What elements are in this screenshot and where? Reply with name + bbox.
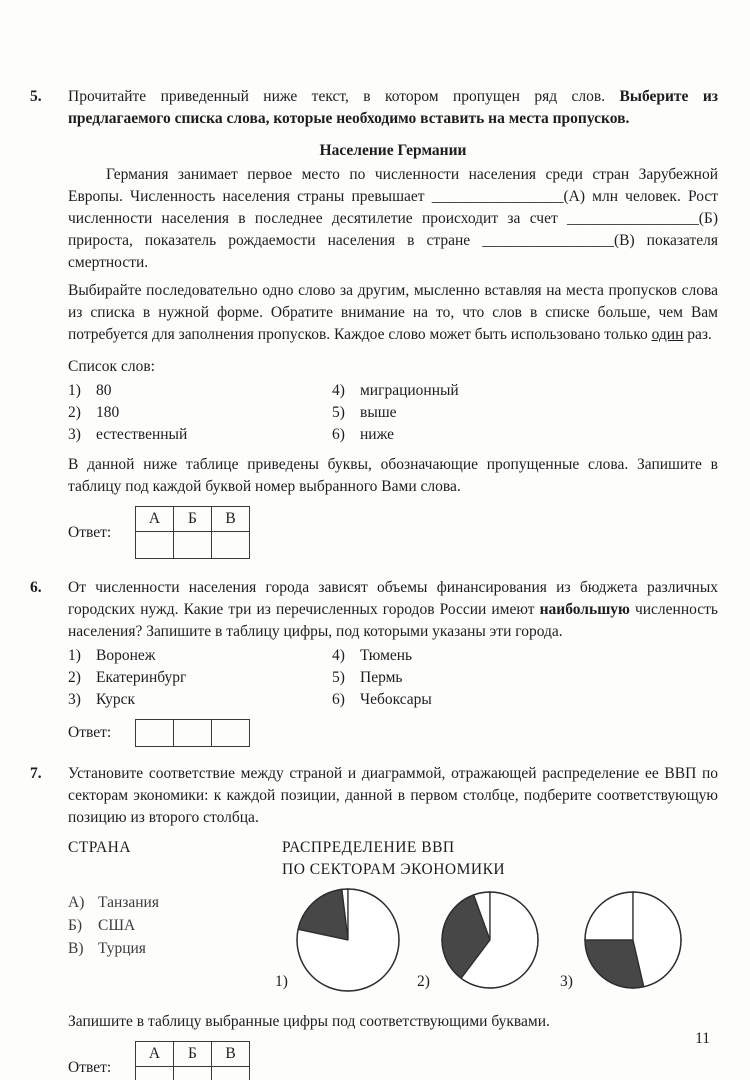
answer-header-b: Б: [174, 1042, 212, 1067]
country-option-a: [68, 891, 159, 914]
chart-column-header: [282, 837, 505, 881]
answer-table-header-row: [136, 507, 250, 532]
answer-cell: [136, 720, 174, 747]
word-text: миграционный: [360, 382, 459, 399]
instruction-end: раз.: [683, 326, 712, 343]
city-item-4: [332, 645, 662, 667]
word-text: естественный: [96, 426, 188, 443]
city-text: Тюмень: [360, 647, 413, 664]
city-num: 4): [332, 647, 345, 664]
question-5-intro-bold: Выберите из предлагаемого списка слова, которые необходимо вставить на места пропусков.: [68, 88, 718, 127]
country-column-header: СТРАНА: [68, 839, 132, 856]
answer-cell: [174, 1067, 212, 1080]
question-7-number: 7.: [30, 765, 42, 782]
city-num: 3): [68, 691, 81, 708]
word-num: 6): [332, 426, 345, 443]
country-letter: Б): [68, 917, 83, 934]
chart-header-line1: РАСПРЕДЕЛЕНИЕ ВВП: [282, 839, 455, 856]
answer-cell: [136, 1067, 174, 1080]
city-item-1: [68, 645, 332, 667]
pie-3-block: [560, 885, 688, 995]
answer-label: Ответ:: [68, 1058, 112, 1076]
answer-table-q5: [135, 506, 250, 559]
city-list: [68, 645, 718, 711]
diagram-row: [68, 885, 718, 1007]
answer-cell: [212, 720, 250, 747]
answer-table-q6: [135, 719, 250, 747]
answer-label: Ответ:: [68, 724, 112, 741]
answer-cell: [212, 1067, 250, 1080]
question-5-intro: [68, 86, 718, 130]
city-num: 5): [332, 669, 345, 686]
pie-2-label: 2): [417, 973, 430, 990]
city-text: Чебоксары: [360, 691, 432, 708]
city-text: Курск: [96, 691, 136, 708]
word-item-1: [68, 380, 332, 402]
question-7: [30, 763, 718, 1080]
word-text: 180: [96, 404, 120, 421]
pie-3-label: 3): [560, 973, 573, 990]
word-item-3: [68, 424, 332, 446]
question-6-text-bold: наибольшую: [539, 601, 630, 618]
pie-chart-3: [578, 885, 688, 995]
matching-headers: [68, 837, 718, 883]
question-5: [30, 86, 718, 559]
pie-1-block: [275, 885, 403, 995]
chart-header-line2: ПО СЕКТОРАМ ЭКОНОМИКИ: [282, 861, 506, 878]
instruction-underlined-word: один: [651, 326, 684, 343]
answer-table-blank-row: [136, 1067, 250, 1080]
question-5-number: 5.: [30, 88, 42, 105]
question-5-instruction: [68, 280, 718, 346]
answer-table-blank-row: [136, 720, 250, 747]
answer-header-a: А: [136, 507, 174, 532]
city-item-6: [332, 689, 662, 711]
pie-chart-2: [435, 885, 545, 995]
city-item-3: [68, 689, 332, 711]
question-7-answer: [68, 1041, 718, 1080]
pie-chart-1: [293, 885, 403, 995]
pie-1-label: 1): [275, 973, 288, 990]
page-number: 11: [695, 1030, 710, 1047]
country-letter: А): [68, 894, 85, 911]
city-item-2: [68, 667, 332, 689]
question-7-text: Установите соответствие между страной и диаграммой, отражающей распределение ее ВВП по секторам экономики: к каждой позиции, данной в первом столбце, подберите соответствующую позицию из второго столбца.: [68, 765, 718, 826]
city-item-5: [332, 667, 662, 689]
city-num: 2): [68, 669, 81, 686]
answer-cell: [212, 532, 250, 559]
question-6-text-start: От численности населения города зависят объемы финансирования из бюджета различных городских нужд. Какие три из перечисленных городов России имеют: [68, 579, 718, 618]
question-6-number: 6.: [30, 579, 42, 596]
country-name: Турция: [98, 940, 146, 957]
word-item-5: [332, 402, 662, 424]
passage-title: Население Германии: [319, 142, 467, 159]
answer-table-header-row: [136, 1042, 250, 1067]
word-num: 2): [68, 404, 81, 421]
answer-label: Ответ:: [68, 523, 112, 541]
city-num: 6): [332, 691, 345, 708]
question-6-text: [68, 577, 718, 643]
word-item-2: [68, 402, 332, 424]
city-num: 1): [68, 647, 81, 664]
city-text: Воронеж: [96, 647, 156, 664]
question-5-answer: [68, 506, 718, 559]
word-num: 1): [68, 382, 81, 399]
answer-cell: [136, 532, 174, 559]
answer-header-b: Б: [174, 507, 212, 532]
question-7-note: Запишите в таблицу выбранные цифры под соответствующими буквами.: [68, 1013, 550, 1030]
instruction-start: Выбирайте последовательно одно слово за другим, мысленно вставляя на места пропусков слова из списка в нужной форме. Обратите внимание на то, что слов в списке больше, чем Вам потребуется для заполнения пропусков. Каждое слово может быть использовано только: [68, 282, 718, 343]
answer-table-q7: [135, 1041, 250, 1080]
word-num: 4): [332, 382, 345, 399]
country-option-b: [68, 914, 159, 937]
word-text: выше: [360, 404, 397, 421]
question-6-text-end: численность населения? Запишите в таблицу цифры, под которыми указаны эти города.: [68, 601, 718, 640]
answer-table-blank-row: [136, 532, 250, 559]
answer-header-a: А: [136, 1042, 174, 1067]
answer-header-v: В: [212, 1042, 250, 1067]
country-options: [68, 891, 159, 960]
answer-cell: [174, 532, 212, 559]
word-list: [68, 380, 718, 446]
answer-header-v: В: [212, 507, 250, 532]
question-5-table-note: В данной ниже таблице приведены буквы, обозначающие пропущенные слова. Запишите в таблицу под каждой буквой номер выбранного Вами слова.: [68, 456, 718, 495]
passage-text: Германия занимает первое место по численности населения среди стран Зарубежной Европы. Численность населения страны превышает _________________(А) млн человек. Рост численности населения в последнее десятилетие происходит за счет _________________(Б) прироста, показатель рождаемости населения в стране _________________(В) показателя смертности.: [68, 166, 718, 271]
word-text: ниже: [360, 426, 394, 443]
country-name: Танзания: [98, 894, 159, 911]
word-num: 5): [332, 404, 345, 421]
city-text: Пермь: [360, 669, 403, 686]
country-name: США: [98, 917, 136, 934]
word-item-6: [332, 424, 662, 446]
question-6: [30, 577, 718, 747]
word-item-4: [332, 380, 662, 402]
country-option-v: [68, 937, 159, 960]
pie-2-block: [417, 885, 545, 995]
question-5-intro-normal: Прочитайте приведенный ниже текст, в котором пропущен ряд слов.: [68, 88, 620, 105]
answer-cell: [174, 720, 212, 747]
word-text: 80: [96, 382, 112, 399]
city-text: Екатеринбург: [96, 669, 187, 686]
word-list-label: Список слов:: [68, 358, 155, 375]
question-6-answer: [68, 719, 718, 747]
word-num: 3): [68, 426, 81, 443]
country-letter: В): [68, 940, 84, 957]
